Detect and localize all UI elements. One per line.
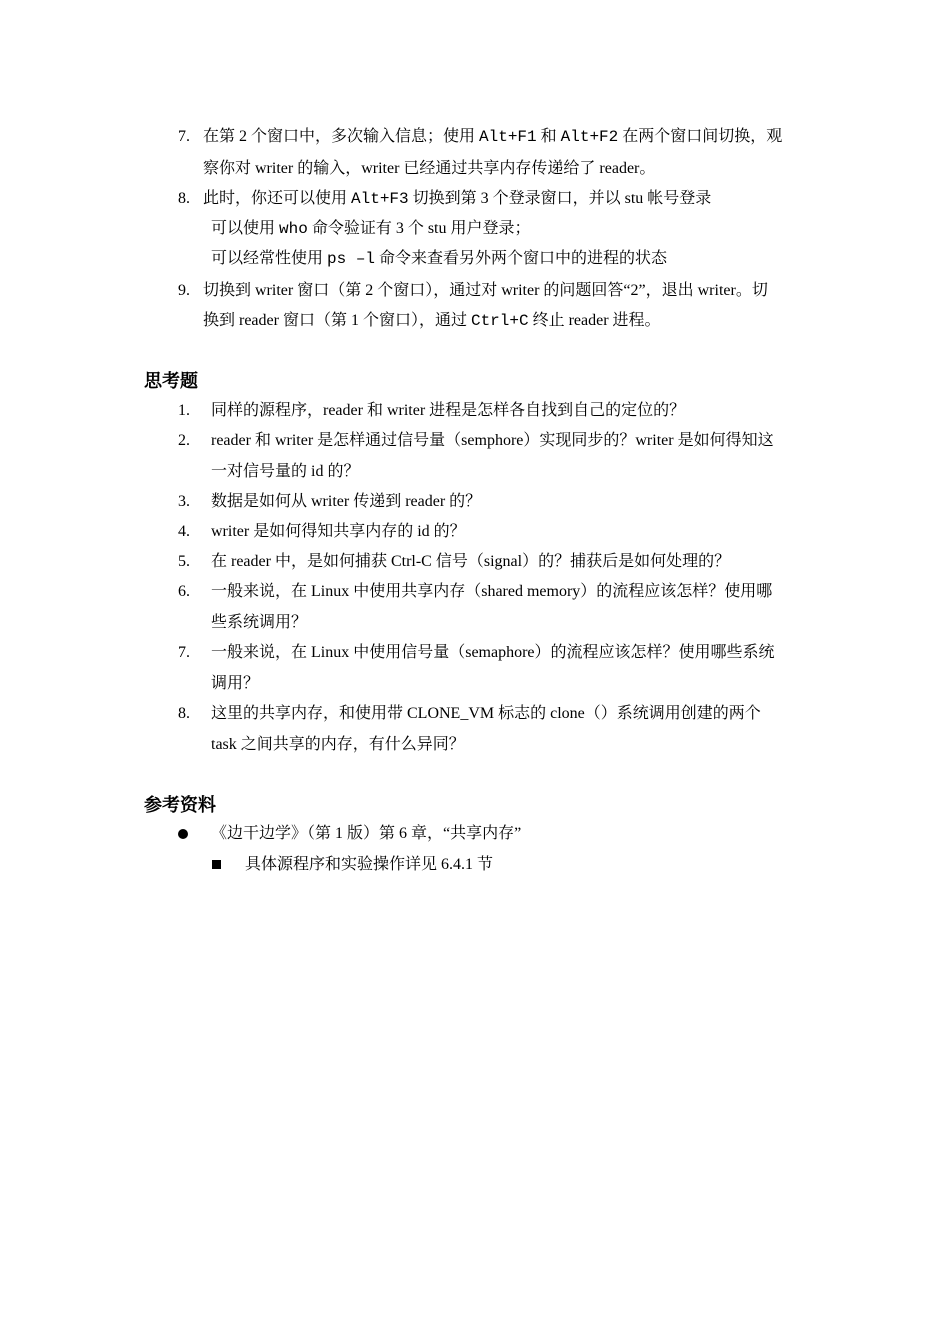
question-line: 数据是如何从 writer 传递到 reader 的？	[211, 493, 482, 510]
step-line	[203, 281, 768, 301]
text-segment: 可以经常性使用	[211, 250, 328, 267]
text-segment: 命令来查看另外两个窗口中的进程的状态	[375, 250, 668, 267]
question-number: 4.	[178, 523, 190, 540]
step-number: 8.	[178, 190, 190, 207]
step-number: 7.	[178, 128, 190, 145]
inline-code: Alt+F3	[351, 190, 409, 208]
text-segment: 切换到第 3 个登录窗口，并以 stu 帐号登录	[408, 190, 712, 207]
reference-item: 《边干边学》（第 1 版）第 6 章，“共享内存”	[211, 825, 522, 842]
question-line: 在 reader 中，是如何捕获 Ctrl-C 信号（signal）的？捕获后是如何处理的？	[211, 553, 731, 570]
references-heading: 参考资料	[144, 795, 216, 816]
inline-code: Alt+F1	[479, 128, 537, 146]
step-subline	[211, 249, 667, 269]
question-line: 这里的共享内存，和使用带 CLONE_VM 标志的 clone（）系统调用创建的两个	[211, 705, 761, 722]
bullet-dot-icon	[178, 829, 188, 839]
text-segment: 换到 reader 窗口（第 1 个窗口），通过	[203, 312, 471, 329]
text-segment: 终止 reader 进程。	[528, 312, 661, 329]
text-segment: 可以使用	[211, 220, 280, 237]
question-number: 5.	[178, 553, 190, 570]
text-segment: 在两个窗口间切换，观	[618, 128, 783, 145]
text-segment: 察你对 writer 的输入，writer 已经通过共享内存传递给了 reader。	[203, 160, 656, 177]
inline-code: Ctrl+C	[470, 312, 529, 330]
text-segment: 此时，你还可以使用	[203, 190, 352, 207]
question-number: 2.	[178, 432, 190, 449]
inline-code: who	[279, 220, 308, 238]
reference-subitem: 具体源程序和实验操作详见 6.4.1 节	[245, 856, 494, 873]
step-line	[203, 127, 782, 147]
question-line: reader 和 writer 是怎样通过信号量（semphore）实现同步的？writer 是如何得知这	[211, 432, 774, 449]
text-segment: 在第 2 个窗口中，多次输入信息；使用	[203, 128, 480, 145]
question-line: task 之间共享的内存，有什么异同？	[211, 736, 465, 753]
inline-code: ps –l	[327, 250, 376, 268]
step-line	[203, 311, 661, 331]
step-line	[203, 189, 711, 209]
step-subline	[211, 219, 531, 239]
text-segment: 切换到 writer 窗口（第 2 个窗口），通过对 writer 的问题回答“2”，退出 writer。切	[203, 282, 768, 299]
bullet-square-icon	[212, 860, 221, 869]
question-line: 调用？	[211, 675, 260, 692]
question-line: 一般来说，在 Linux 中使用共享内存（shared memory）的流程应该怎样？使用哪	[211, 583, 773, 600]
question-number: 7.	[178, 644, 190, 661]
text-segment: 命令验证有 3 个 stu 用户登录；	[307, 220, 531, 237]
question-number: 1.	[178, 402, 190, 419]
question-number: 3.	[178, 493, 190, 510]
question-line: 同样的源程序，reader 和 writer 进程是怎样各自找到自己的定位的？	[211, 402, 686, 419]
question-line: 一般来说，在 Linux 中使用信号量（semaphore）的流程应该怎样？使用哪些系统	[211, 644, 775, 661]
question-number: 8.	[178, 705, 190, 722]
question-line: writer 是如何得知共享内存的 id 的？	[211, 523, 466, 540]
questions-heading: 思考题	[144, 371, 198, 392]
inline-code: Alt+F2	[560, 128, 619, 146]
step-number: 9.	[178, 282, 190, 299]
step-line	[203, 159, 655, 179]
question-line: 一对信号量的 id 的？	[211, 463, 360, 480]
question-line: 些系统调用？	[211, 614, 308, 631]
text-segment: 和	[536, 128, 561, 145]
question-number: 6.	[178, 583, 190, 600]
